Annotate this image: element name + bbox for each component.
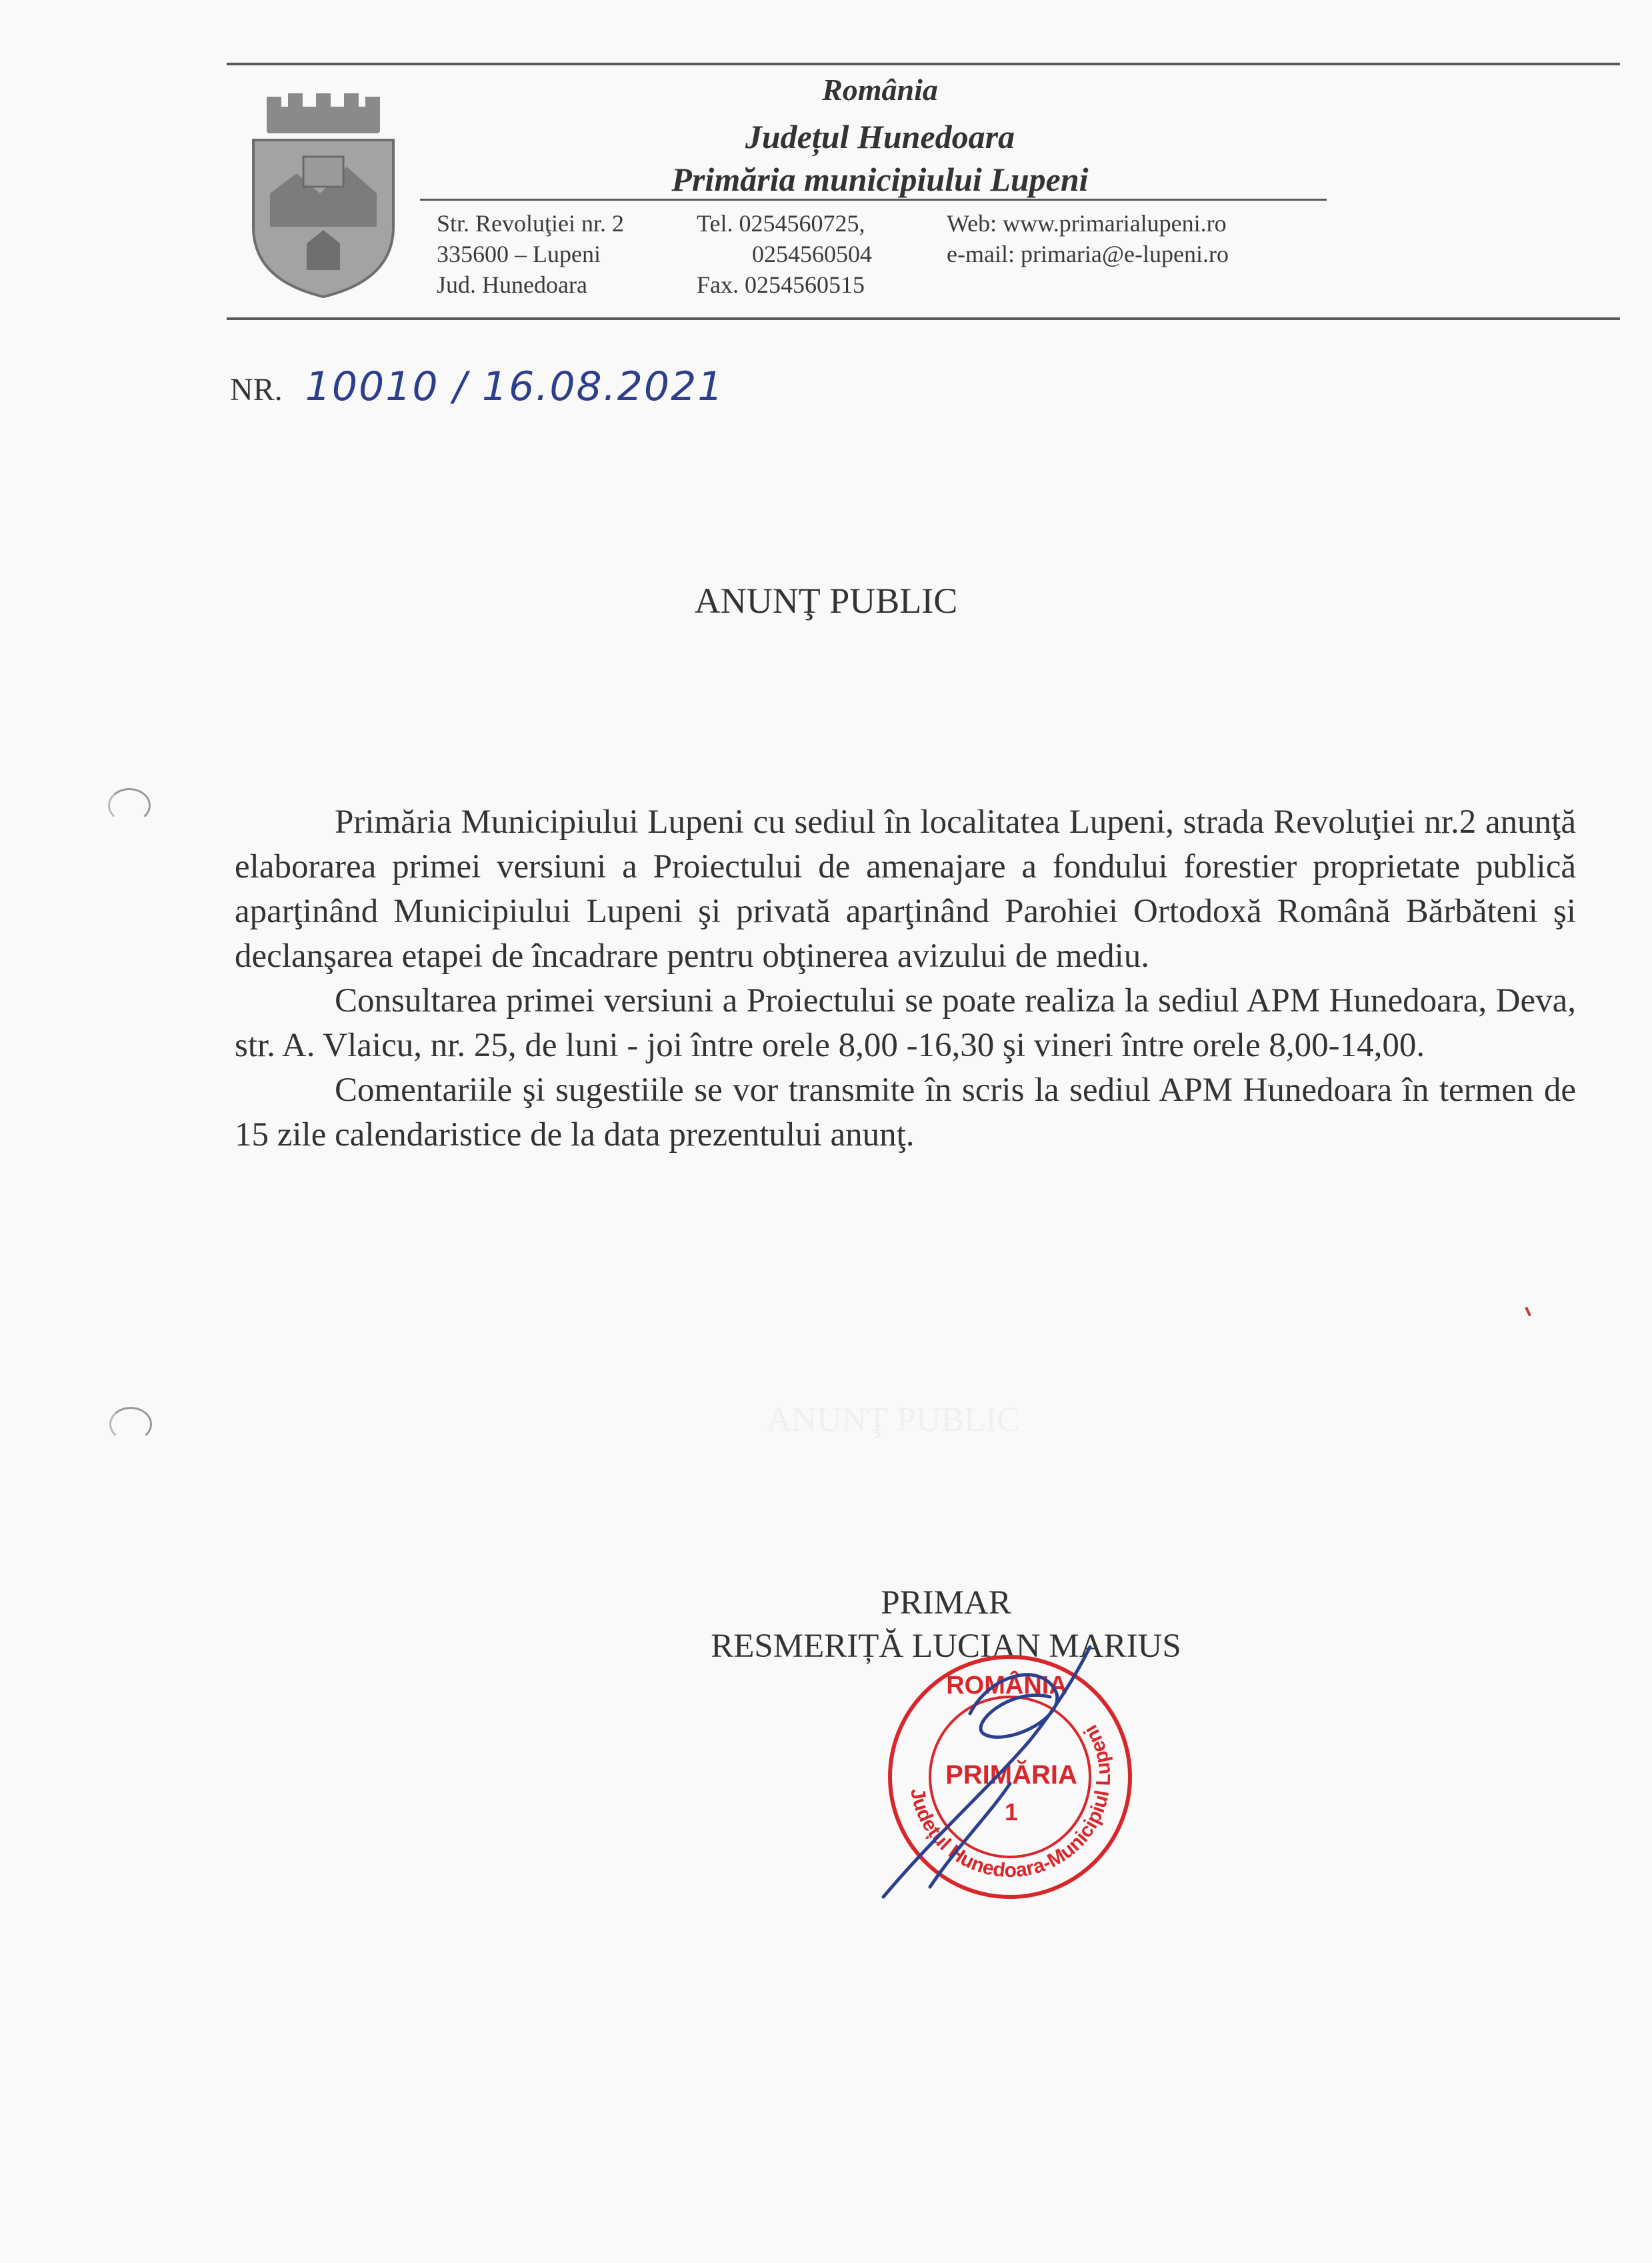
header-country: România: [822, 73, 938, 107]
header-contact: [947, 208, 1229, 269]
paragraph: Comentariile şi sugestiile se vor transmite în scris la sediul APM Hunedoara în termen de 15 zile calendaristice de la data prezentului anunţ.: [235, 1071, 1576, 1154]
registration-number: [230, 363, 724, 410]
email-line: e-mail: primaria@e-lupeni.ro: [947, 241, 1229, 267]
phone-line: 0254560504: [752, 241, 872, 267]
address-line: 335600 – Lupeni: [437, 241, 601, 267]
header-county: Județul Hunedoara: [745, 118, 1015, 155]
registration-handwritten: 10010 / 16.08.2021: [305, 363, 725, 410]
address-line: Str. Revoluţiei nr. 2: [437, 210, 625, 237]
announcement-body: [235, 800, 1576, 1158]
phone-line: Tel. 0254560725,: [697, 210, 865, 237]
stamp-ring-text: Județul Hunedoara-Municipiul Lupeni: [906, 1721, 1115, 1882]
address-line: Jud. Hunedoara: [437, 271, 587, 298]
header-mid-rule: [420, 199, 1327, 201]
header-phones: [697, 208, 872, 300]
stamp-center-text: PRIMĂRIA: [945, 1760, 1077, 1790]
paragraph: Primăria Municipiului Lupeni cu sediul în localitatea Lupeni, strada Revoluţiei nr.2 anunţă elaborarea primei versiuni a Proiectului de amenajare a fondului forestier proprietate publică aparţinând Municipiului Lupeni şi privată aparţinând Parohiei Ortodoxă Română Bărbăteni şi declanşarea etapei de încadrare pentru obţinerea avizului de mediu.: [235, 803, 1576, 975]
web-line: Web: www.primarialupeni.ro: [947, 210, 1227, 237]
punch-hole-mark: [109, 1407, 152, 1442]
registration-label: NR.: [230, 372, 283, 407]
phone-line: Fax. 0254560515: [697, 271, 865, 298]
paragraph: Consultarea primei versiuni a Proiectului se poate realiza la sediul APM Hunedoara, Deva, str. A. Vlaicu, nr. 25, de luni - joi între orele 8,00 -16,30 şi vineri între orele 8,00-14,00.: [235, 982, 1576, 1064]
header-bottom-rule: [227, 317, 1620, 320]
punch-hole-mark: [108, 788, 151, 823]
bleed-through-text: ANUNŢ PUBLIC: [767, 1401, 1020, 1439]
city-coat-of-arms-icon: [247, 93, 400, 300]
stamp-top-text: ROMÂNIA: [946, 1672, 1067, 1700]
ink-speck: [1525, 1307, 1531, 1316]
header-institution: Primăria municipiului Lupeni: [671, 161, 1089, 198]
signatory-role: PRIMAR: [881, 1584, 1011, 1622]
official-stamp: [857, 1634, 1163, 1920]
page-title: ANUNŢ PUBLIC: [694, 581, 958, 621]
header-address: [437, 208, 624, 300]
header-top-rule: [227, 63, 1620, 65]
stamp-number: 1: [1004, 1798, 1019, 1826]
signatory-name: RESMERIȚĂ LUCIAN MARIUS: [711, 1628, 1181, 1665]
